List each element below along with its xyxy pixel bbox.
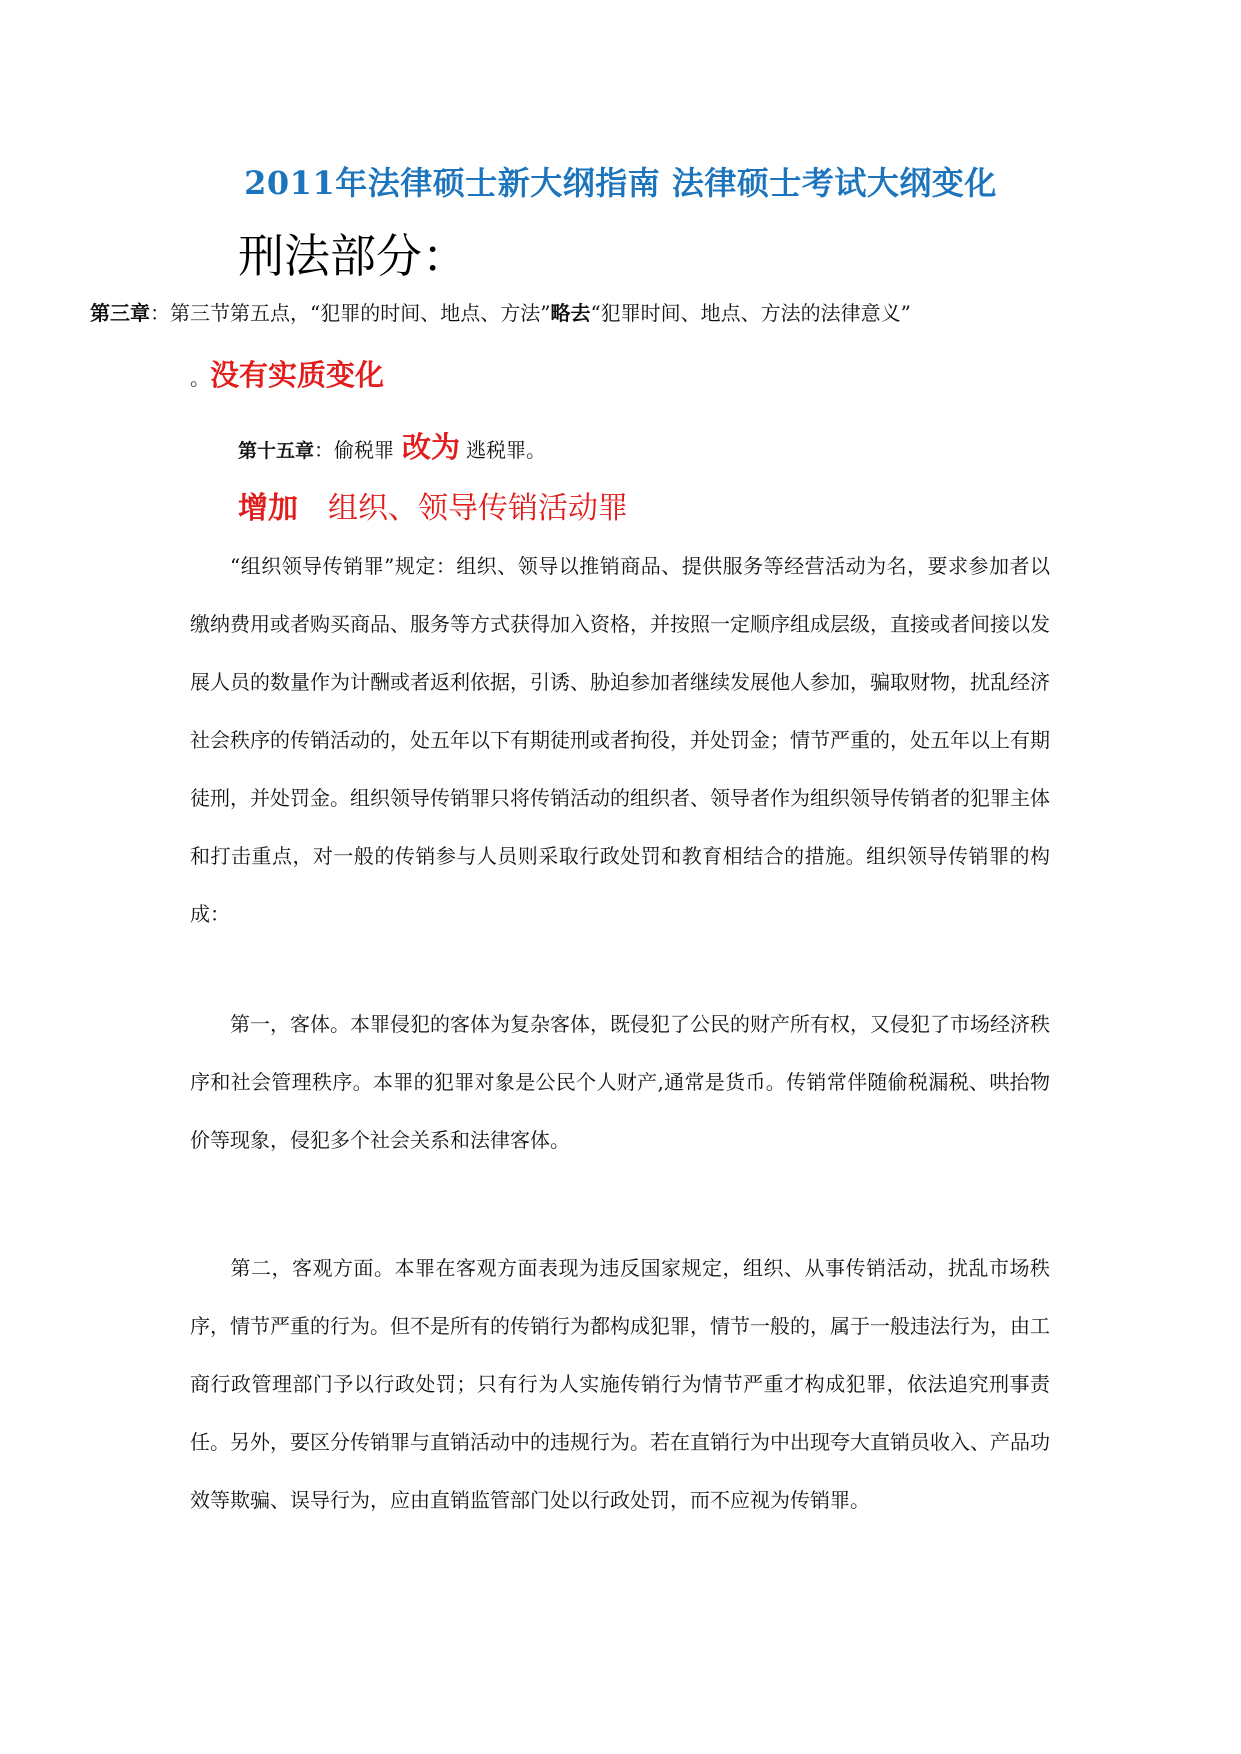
- paragraph-object: [190, 995, 1050, 1169]
- paragraph-text: 第一，客体。本罪侵犯的客体为复杂客体，既侵犯了公民的财产所有权，又侵犯了市场经济秩序和社会管理秩序。本罪的犯罪对象是公民个人财产,通常是货币。传销常伴随偷税漏税、哄抬物价等现象，侵犯多个社会关系和法律客体。: [190, 1012, 1050, 1152]
- addition-label: 增加: [238, 491, 298, 526]
- paragraph-text: 第二，客观方面。本罪在客观方面表现为违反国家规定，组织、从事传销活动，扰乱市场秩序，情节严重的行为。但不是所有的传销行为都构成犯罪，情节一般的，属于一般违法行为，由工商行政管理部门予以行政处罚；只有行为人实施传销行为情节严重才构成犯罪，依法追究刑事责任。另外，要区分传销罪与直销活动中的违规行为。若在直销行为中出现夸大直销员收入、产品功效等欺骗、误导行为，应由直销监管部门处以行政处罚，而不应视为传销罪。: [190, 1256, 1050, 1512]
- chapter15-note: [238, 425, 546, 466]
- chapter15-text-before: ：偷税罪: [314, 438, 395, 462]
- paragraph-text: “组织领导传销罪”规定：组织、领导以推销商品、提供服务等经营活动为名，要求参加者以缴纳费用或者购买商品、服务等方式获得加入资格，并按照一定顺序组成层级，直接或者间接以发展人员的数量作为计酬或者返利依据，引诱、胁迫参加者继续发展他人参加，骗取财物，扰乱经济社会秩序的传销活动的，处五年以下有期徒刑或者拘役，并处罚金；情节严重的，处五年以上有期徒刑，并处罚金。组织领导传销罪只将传销活动的组织者、领导者作为组织领导传销者的犯罪主体和打击重点，对一般的传销参与人员则采取行政处罚和教育相结合的措施。组织领导传销罪的构成：: [190, 554, 1050, 926]
- section-heading: 刑法部分：: [238, 229, 468, 283]
- chapter3-note: [90, 297, 911, 326]
- chapter3-text: ：第三节第五点，“犯罪的时间、地点、方法”: [150, 301, 551, 325]
- no-change-note: [190, 353, 384, 394]
- no-change-text: 没有实质变化: [210, 358, 385, 392]
- chapter3-label: 第三章: [90, 301, 150, 325]
- document-title: 2011年法律硕士新大纲指南 法律硕士考试大纲变化: [244, 164, 997, 202]
- chapter15-text-after: 逃税罪。: [466, 438, 547, 462]
- chapter15-label: 第十五章: [238, 440, 315, 462]
- chapter3-omit-text: “犯罪时间、地点、方法的法律意义”: [590, 301, 911, 325]
- chapter15-change-label: 改为: [402, 430, 461, 464]
- addition-note: [238, 483, 628, 527]
- no-change-prefix: 。: [190, 366, 210, 390]
- paragraph-objective-aspect: [190, 1239, 1050, 1529]
- addition-text: 组织、领导传销活动罪: [328, 491, 628, 526]
- paragraph-definition: [190, 537, 1050, 943]
- chapter3-omit-label: 略去: [550, 301, 591, 325]
